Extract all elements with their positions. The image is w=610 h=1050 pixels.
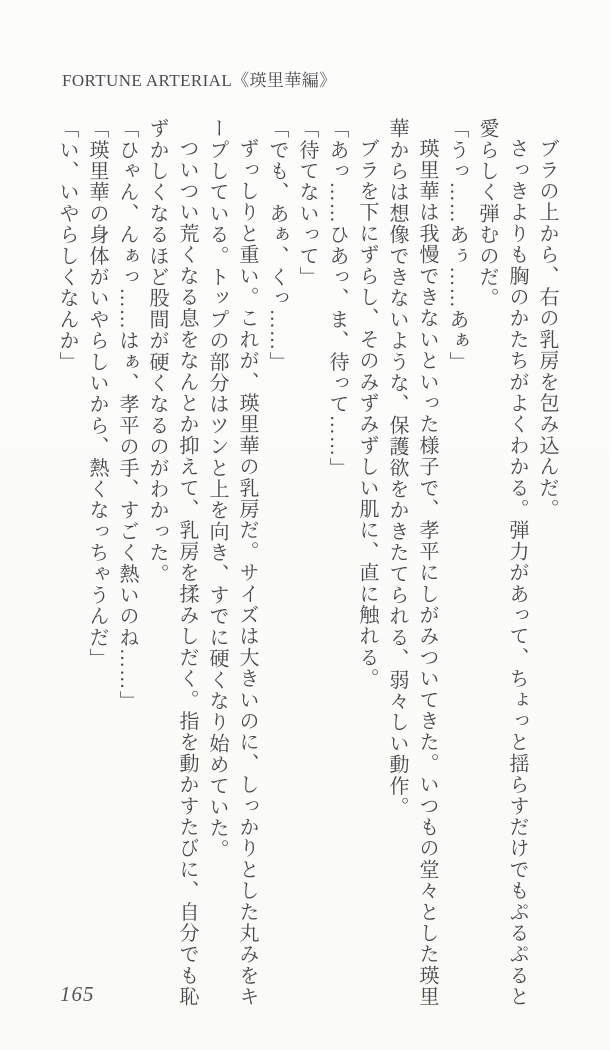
paragraph-2: さっきよりも胸のかたちがよくわかる。弾力があって、ちょっと揺らすだけでもぷるぷると愛らしく弾むのだ。 (476, 118, 528, 1008)
running-header: FORTUNE ARTERIAL《瑛里華編》 (62, 71, 337, 90)
page-number: 165 (60, 982, 95, 1006)
paragraph-8: 「でも、あぁ、くっ……」 (266, 118, 288, 373)
paragraph-7: 「待てないって」 (296, 118, 318, 288)
paragraph-6: 「あっ……ひあっ、ま、待って……」 (326, 118, 348, 479)
paragraph-5: ブラを下にずらし、そのみずみずしい肌に、直に触れる。 (356, 138, 378, 690)
paragraph-9: ずっしりと重い。これが、瑛里華の乳房だ。サイズは大きいのに、しっかりとした丸みをキープしている。トップの部分はツンと上を向き、すでに硬くなり始めていた。 (206, 118, 258, 1008)
paragraph-4: 瑛里華は我慢できないといった様子で、孝平にしがみついてきた。いつもの堂々とした瑛里華からは想像できないような、保護欲をかきたてられる、弱々しい動作。 (386, 118, 438, 1008)
paragraph-13: 「い、いやらしくなんか」 (56, 118, 78, 373)
paragraph-10: ついつい荒くなる息をなんとか抑えて、乳房を揉みしだく。指を動かすたびに、自分でも恥ずかしくなるほど股間が硬くなるのがわかった。 (146, 118, 198, 1008)
paragraph-12: 「瑛里華の身体がいやらしいから、熱くなっちゃうんだ」 (86, 118, 108, 670)
paragraph-3: 「うっ……あぅ……あぁ」 (446, 118, 468, 373)
novel-text-block (52, 118, 562, 1010)
paragraph-1: ブラの上から、右の乳房を包み込んだ。 (536, 138, 558, 520)
paragraph-11: 「ひゃん、んぁっ……はぁ、孝平の手、すごく熱いのね……」 (116, 118, 138, 712)
